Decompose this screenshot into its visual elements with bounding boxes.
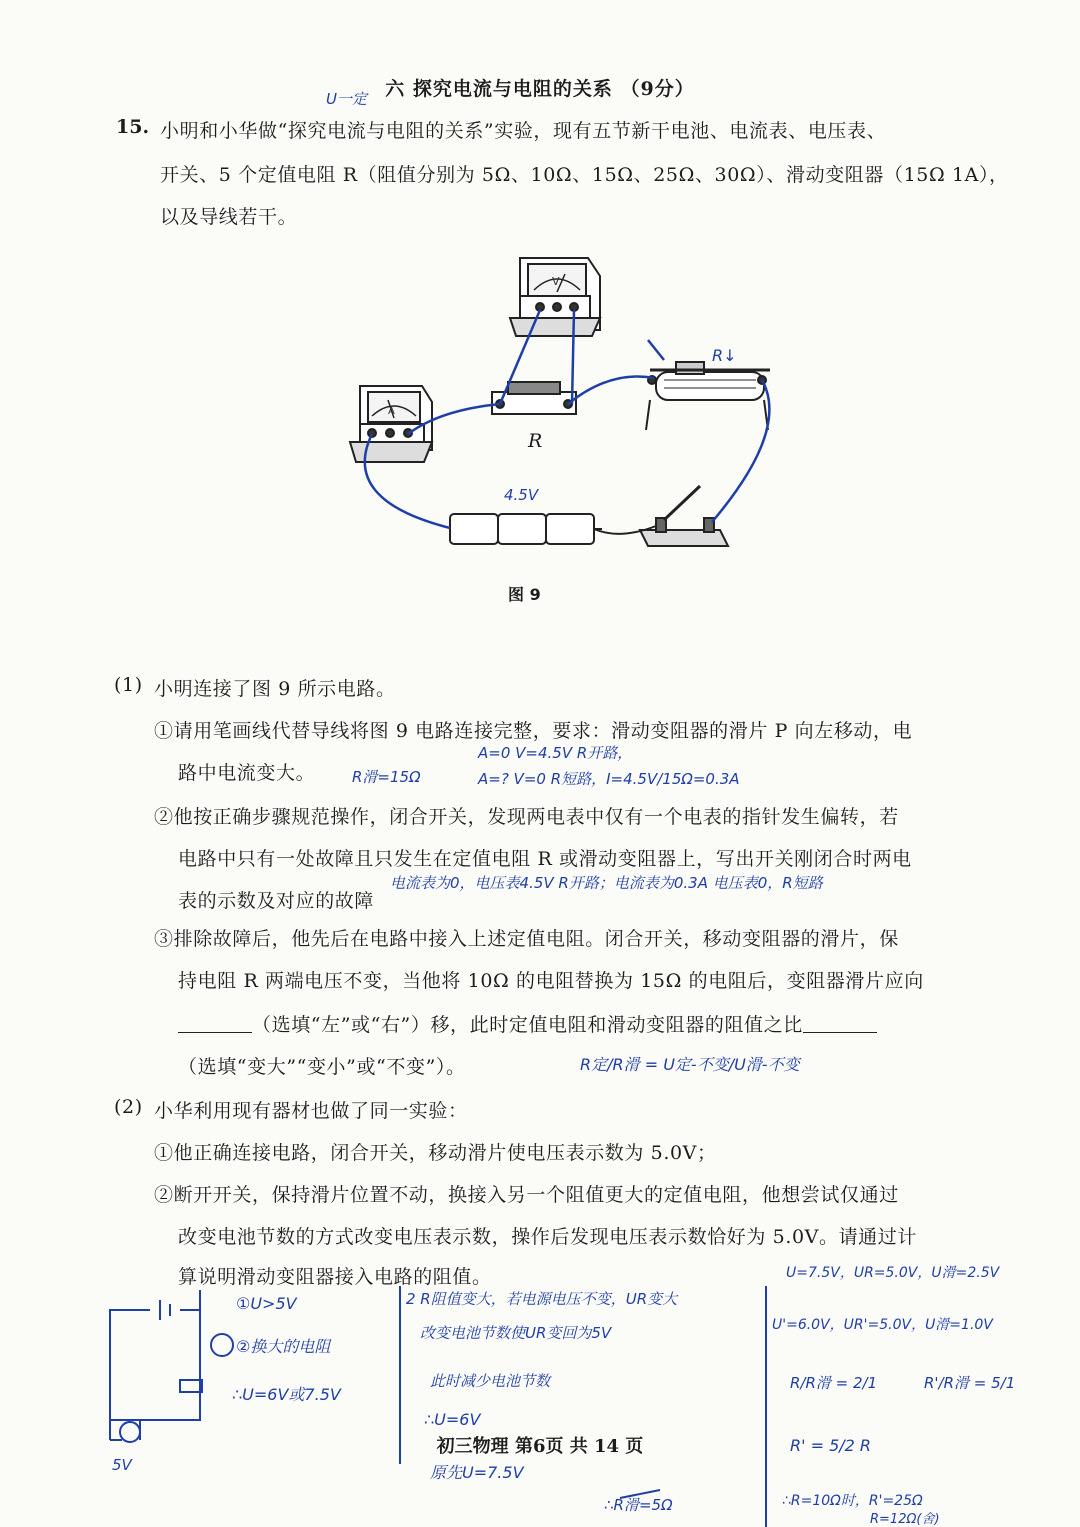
ammeter-a-symbol: A <box>388 406 395 417</box>
hw-right-note-4: R'/R滑 = 5/1 <box>924 1374 1016 1392</box>
hw-voltage-top: U一定 <box>326 90 367 108</box>
part1-q3-line-4: （选填“变大”“变小”或“不变”）。 <box>178 1056 466 1078</box>
figure-label-r: R <box>528 430 543 452</box>
hw-case-a: A=0 V=4.5V R开路， <box>478 744 633 762</box>
part1-q3-line-3: （选填“左”或“右”）移，此时定值电阻和滑动变阻器的阻值之比 <box>178 1010 877 1037</box>
question-number: 15. <box>116 116 150 138</box>
part1-label: (1) <box>114 674 143 696</box>
hw-ratio: R定/R滑 = U定-不变/U滑-不变 <box>580 1055 800 1074</box>
part1-q3-line-1: ③排除故障后，他先后在电路中接入上述定值电阻。闭合开关，移动变阻器的滑片，保 <box>154 928 899 950</box>
hw-rheostat-label: R↓ <box>712 346 737 365</box>
hw-left-note-1: ①U>5V <box>236 1294 297 1313</box>
part1-q2-line-3: 表的示数及对应的故障 <box>178 890 375 912</box>
hw-bottom-note-2: R=12Ω(舍) <box>870 1512 940 1527</box>
part1-q3-line-2: 持电阻 R 两端电压不变，当他将 10Ω 的电阻替换为 15Ω 的电阻后，变阻器滑片应向 <box>178 970 924 992</box>
part2-q1: ①他正确连接电路，闭合开关，移动滑片使电压表示数为 5.0V； <box>154 1142 717 1164</box>
question-intro-line-3: 以及导线若干。 <box>160 206 298 228</box>
hw-right-note-1: U=7.5V，UR=5.0V，U滑=2.5V <box>786 1265 1000 1281</box>
figure-caption: 图 9 <box>508 585 541 604</box>
hw-case-b: A=? V=0 R短路，I=4.5V/15Ω=0.3A <box>478 770 740 788</box>
hw-mid-note-4: ∴U=6V <box>424 1410 481 1429</box>
hw-left-note-5v: 5V <box>112 1456 132 1474</box>
hw-right-note-6: ∴R=10Ω时，R'=25Ω <box>782 1493 923 1509</box>
hw-right-note-5: R' = 5/2 R <box>790 1436 872 1455</box>
hw-bottom-note: ∴R滑=5Ω <box>604 1496 673 1514</box>
question-intro-line-1: 小明和小华做“探究电流与电阻的关系”实验，现有五节新干电池、电流表、电压表、 <box>160 120 887 142</box>
part2-label: (2) <box>114 1096 143 1118</box>
part1-lead: 小明连接了图 9 所示电路。 <box>154 678 396 700</box>
hw-mid-note-2: 改变电池节数使UR变回为5V <box>420 1324 612 1342</box>
hw-rmax: R滑=15Ω <box>352 768 421 786</box>
section-title: 六 探究电流与电阻的关系 （9分） <box>385 78 695 100</box>
part1-q1-line-2: 路中电流变大。 <box>178 762 316 784</box>
hw-mid-note-1: 2 R阻值变大，若电源电压不变，UR变大 <box>406 1290 678 1308</box>
hw-right-note-2: U'=6.0V，UR'=5.0V，U滑=1.0V <box>772 1317 993 1333</box>
part1-q1-line-1: ①请用笔画线代替导线将图 9 电路连接完整，要求：滑动变阻器的滑片 P 向左移动，电 <box>154 720 913 742</box>
voltmeter-v-symbol: V <box>552 275 560 288</box>
hw-right-note-3: R/R滑 = 2/1 <box>790 1374 878 1392</box>
part1-q2-line-1: ②他按正确步骤规范操作，闭合开关，发现两电表中仅有一个电表的指针发生偏转，若 <box>154 806 899 828</box>
part2-q2-line-2: 改变电池节数的方式改变电压表示数，操作后发现电压表示数恰好为 5.0V。请通过计 <box>178 1226 917 1248</box>
hw-battery-label: 4.5V <box>504 486 539 504</box>
part1-q2-line-2: 电路中只有一处故障且只发生在定值电阻 R 或滑动变阻器上，写出开关刚闭合时两电 <box>178 848 912 870</box>
page-footer: 初三物理 第6页 共 14 页 <box>436 1436 644 1457</box>
part2-q2-line-1: ②断开开关，保持滑片位置不动，换接入另一个阻值更大的定值电阻，他想尝试仅通过 <box>154 1184 899 1206</box>
part2-q2-line-3: 算说明滑动变阻器接入电路的阻值。 <box>178 1266 492 1288</box>
hw-answer-q2: 电流表为0，电压表4.5V R开路；电流表为0.3A 电压表0，R短路 <box>390 874 823 892</box>
part2-lead: 小华利用现有器材也做了同一实验： <box>154 1100 468 1122</box>
hw-left-note-3: ∴U=6V或7.5V <box>232 1385 341 1404</box>
hw-mid-note-5: 原先U=7.5V <box>430 1463 524 1482</box>
hw-left-note-2: ②换大的电阻 <box>236 1337 331 1356</box>
hw-mid-note-3: 此时减少电池节数 <box>430 1372 551 1390</box>
question-intro-line-2: 开关、5 个定值电阻 R（阻值分别为 5Ω、10Ω、15Ω、25Ω、30Ω）、滑动变阻器（15Ω 1A）， <box>160 164 1009 186</box>
